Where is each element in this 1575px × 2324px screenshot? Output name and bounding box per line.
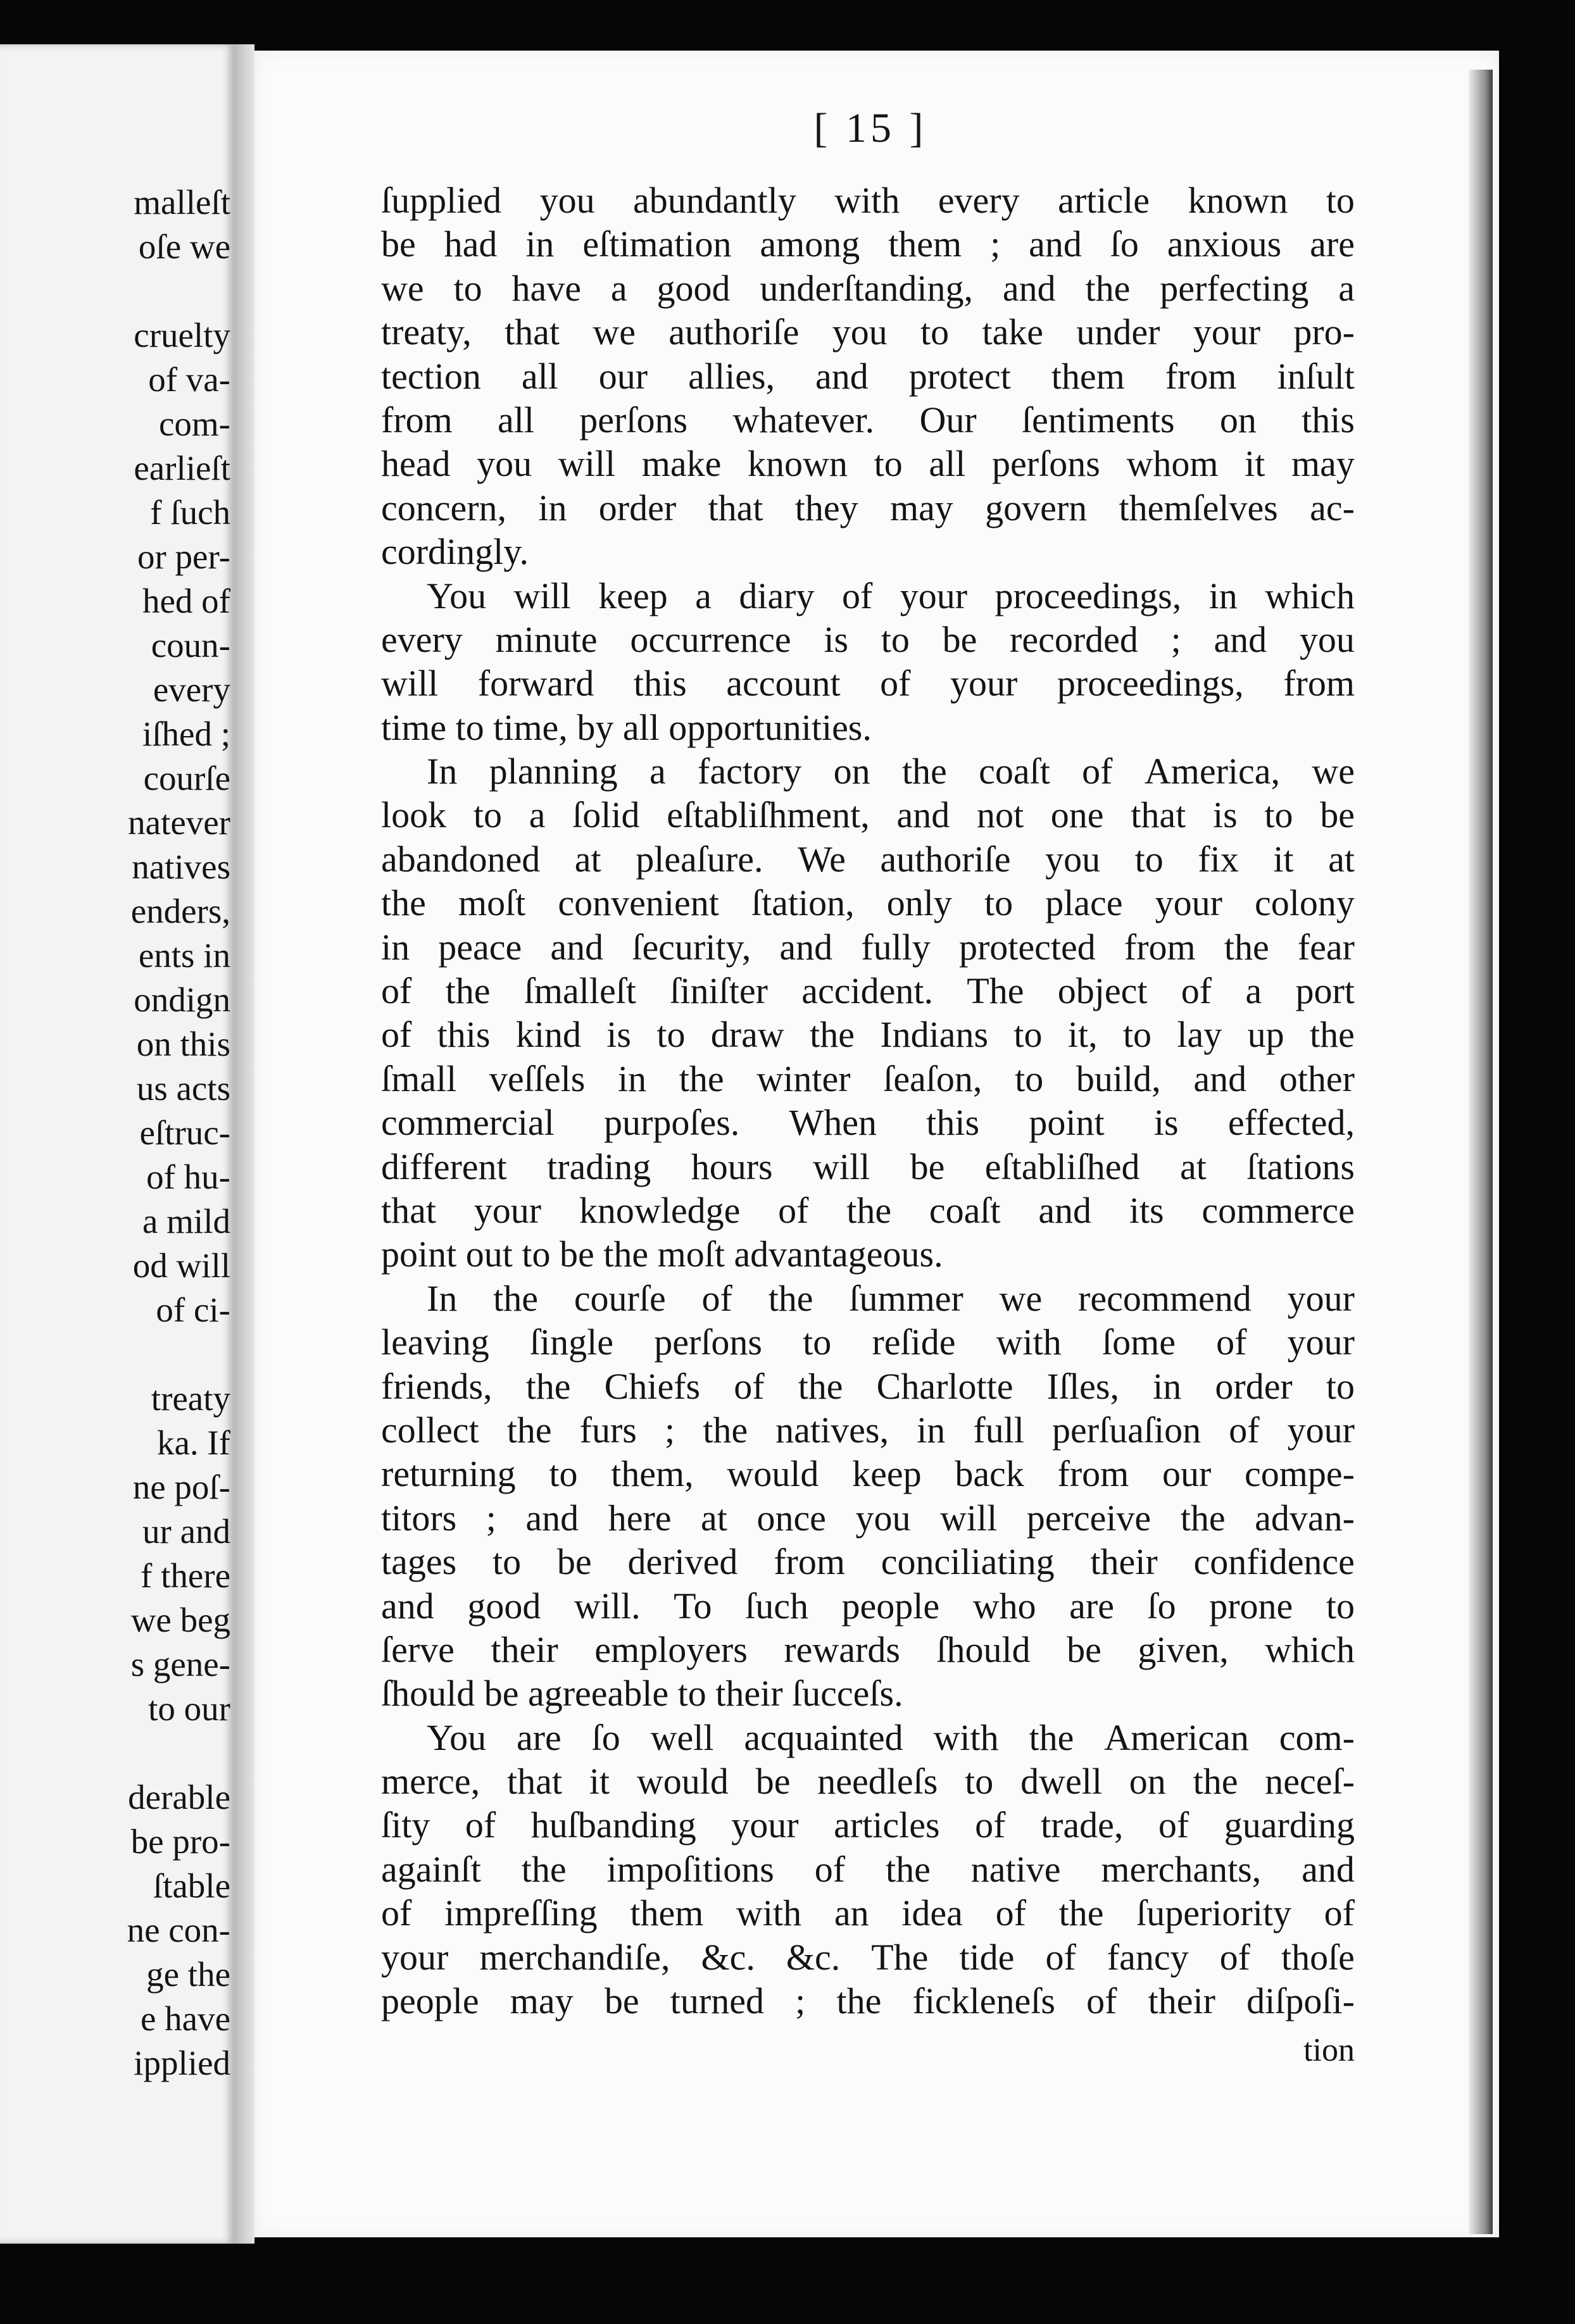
facing-page-line: a mild	[142, 1202, 230, 1240]
text-line: every minute occurrence is to be recorded ; and you	[381, 618, 1355, 660]
page-number: [ 15 ]	[813, 105, 927, 151]
facing-page-line: ka. If	[156, 1423, 230, 1462]
text-line: different trading hours will be eſtabliſhed at ſtations	[381, 1146, 1355, 1187]
text-line: concern, in order that they may govern themſelves ac-	[381, 487, 1355, 528]
facing-page-line: of hu-	[146, 1158, 230, 1196]
text-line: abandoned at pleaſure. We authoriſe you to fix it at	[381, 838, 1355, 880]
facing-page-line: earlieſt	[134, 449, 230, 487]
text-line: In planning a factory on the coaſt of America, we	[427, 751, 1355, 792]
facing-page-line: coun-	[151, 626, 230, 665]
text-line: againſt the impoſitions of the native merchants, and	[381, 1848, 1355, 1890]
facing-page-line: we beg	[130, 1601, 230, 1639]
text-line: ſmall veſſels in the winter ſeaſon, to build, and other	[381, 1058, 1355, 1099]
facing-page-line: ne poſ-	[132, 1468, 230, 1506]
text-line: people may be turned ; the fickleneſs of their diſpoſi-	[381, 1980, 1355, 2022]
facing-page-line: eſtruc-	[139, 1113, 230, 1152]
text-line: of this kind is to draw the Indians to it, to lay up the	[381, 1014, 1355, 1056]
facing-page-line: ondign	[134, 980, 230, 1019]
text-line: leaving ſingle perſons to reſide with ſome of your	[381, 1321, 1355, 1363]
text-line: we to have a good underſtanding, and the perfecting a	[381, 267, 1355, 309]
facing-page-line: ſtable	[153, 1866, 230, 1905]
text-line: In the courſe of the ſummer we recommend your	[427, 1277, 1355, 1319]
facing-page-line: treaty	[151, 1379, 230, 1418]
text-line: point out to be the moſt advantageous.	[381, 1234, 943, 1275]
facing-page-line: malleſt	[134, 183, 230, 222]
text-line: time to time, by all opportunities.	[381, 706, 872, 748]
text-line: will forward this account of your proceedings, from	[381, 663, 1355, 704]
facing-page-line: us acts	[136, 1069, 230, 1108]
facing-page-line: on this	[136, 1025, 230, 1063]
facing-page-line: ge the	[146, 1955, 230, 1994]
facing-page-line: of ci-	[156, 1290, 230, 1329]
facing-page-line: or per-	[137, 537, 230, 576]
facing-page-line: e have	[141, 1999, 230, 2038]
facing-page-line: of va-	[148, 360, 230, 399]
facing-page-line: ne con-	[127, 1911, 230, 1949]
text-line: be had in eſtimation among them ; and ſo anxious are	[381, 223, 1355, 265]
facing-page-line: courſe	[143, 759, 230, 797]
text-line: cordingly.	[381, 531, 529, 573]
facing-page-line: hed of	[142, 582, 230, 620]
text-line: head you will make known to all perſons whom it may	[381, 443, 1355, 485]
text-line: You are ſo well acquainted with the American com-	[427, 1716, 1355, 1758]
text-line: your merchandiſe, &c. &c. The tide of fancy of thoſe	[381, 1936, 1355, 1978]
facing-page-line: s gene-	[130, 1645, 230, 1684]
text-line: from all perſons whatever. Our ſentiments on this	[381, 399, 1355, 440]
catchword: tion	[1303, 2032, 1355, 2068]
text-line: ſhould be agreeable to their ſucceſs.	[381, 1673, 903, 1715]
text-line: the moſt convenient ſtation, only to place your colony	[381, 882, 1355, 924]
facing-page-line: enders,	[130, 892, 230, 930]
facing-page-line: be pro-	[130, 1822, 230, 1861]
text-line: ſity of huſbanding your articles of trade, of guarding	[381, 1804, 1355, 1846]
page-body-text	[381, 178, 1355, 2023]
text-line: in peace and ſecurity, and fully protected from the fear	[381, 926, 1355, 968]
text-line: ſupplied you abundantly with every article known to	[381, 180, 1355, 221]
text-line: collect the furs ; the natives, in full perſuaſion of your	[381, 1409, 1355, 1451]
facing-page-line: iſhed ;	[142, 715, 230, 753]
text-line: of impreſſing them with an idea of the ſuperiority of	[381, 1892, 1355, 1934]
text-line: commercial purpoſes. When this point is effected,	[381, 1102, 1355, 1144]
text-line: titors ; and here at once you will perceive the advan-	[381, 1497, 1355, 1539]
text-line: You will keep a diary of your proceedings, in which	[427, 575, 1355, 616]
facing-page-line: cruelty	[134, 316, 230, 354]
facing-page-line: od will	[132, 1246, 230, 1285]
facing-page	[0, 44, 235, 2244]
text-line: tection all our allies, and protect them from inſult	[381, 355, 1355, 397]
text-line: returning to them, would keep back from our compe-	[381, 1453, 1355, 1495]
text-line: that your knowledge of the coaſt and its commerce	[381, 1189, 1355, 1231]
facing-page-line: ur and	[142, 1512, 230, 1551]
page-edge-shadow	[1469, 70, 1493, 2234]
facing-page-line: ents in	[138, 936, 230, 975]
facing-page-line: every	[153, 670, 230, 709]
text-line: tages to be derived from conciliating their confidence	[381, 1541, 1355, 1583]
text-line: friends, the Chiefs of the Charlotte Iſles, in order to	[381, 1365, 1355, 1407]
text-line: merce, that it would be needleſs to dwell on the neceſ-	[381, 1761, 1355, 1802]
text-line: and good will. To ſuch people who are ſo prone to	[381, 1585, 1355, 1627]
facing-page-line: derable	[128, 1778, 230, 1816]
book-gutter	[235, 44, 254, 2244]
text-line: ſerve their employers rewards ſhould be given, which	[381, 1628, 1355, 1670]
facing-page-line: natives	[132, 847, 230, 886]
facing-page-line: f ſuch	[150, 493, 230, 532]
facing-page-line: com-	[158, 404, 230, 443]
text-line: treaty, that we authoriſe you to take under your pro-	[381, 311, 1355, 353]
facing-page-line: natever	[128, 803, 230, 842]
facing-page-line: f there	[141, 1556, 230, 1595]
facing-page-line: oſe we	[138, 227, 230, 266]
facing-page-line: ipplied	[134, 2044, 230, 2082]
text-line: look to a ſolid eſtabliſhment, and not one that is to be	[381, 794, 1355, 836]
text-line: of the ſmalleſt ſiniſter accident. The object of a port	[381, 970, 1355, 1012]
facing-page-line: to our	[148, 1689, 230, 1728]
